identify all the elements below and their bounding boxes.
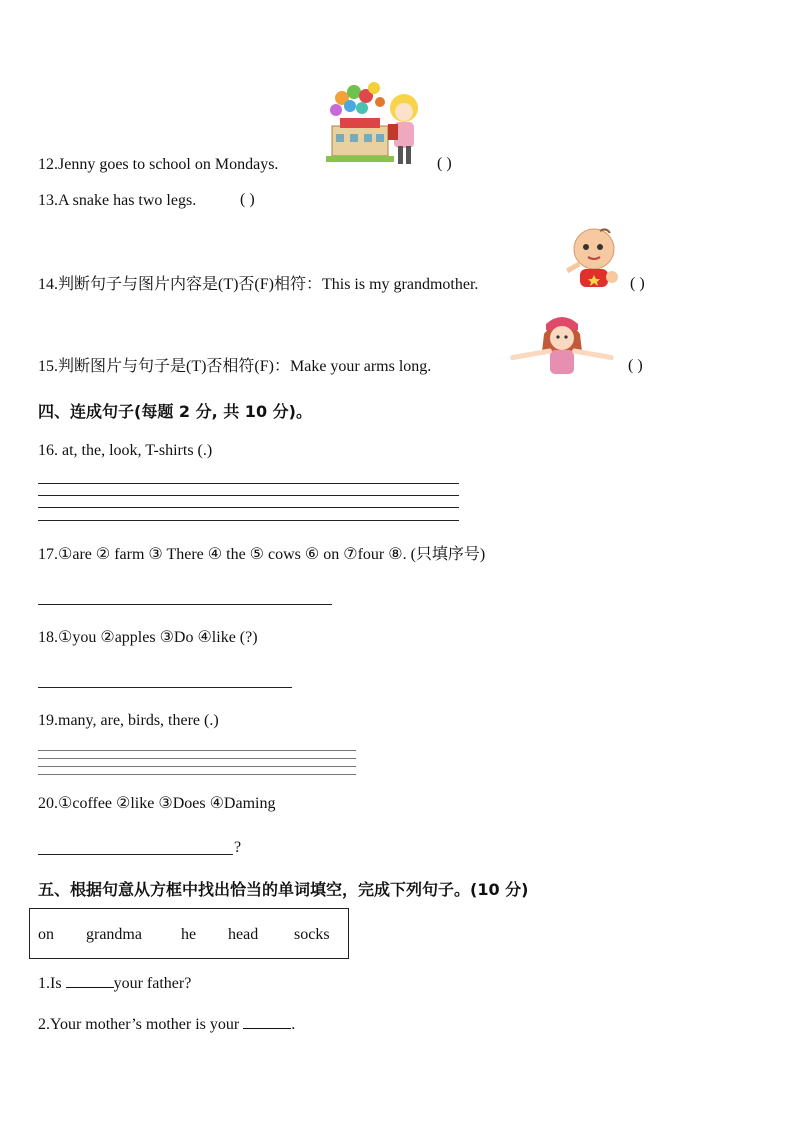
word-option: grandma [86, 926, 142, 943]
answer-line[interactable] [38, 604, 332, 605]
answer-line[interactable] [38, 507, 459, 508]
word-option: socks [294, 926, 330, 943]
answer-line[interactable] [38, 520, 459, 521]
question-number: 18. [38, 629, 58, 646]
section-5-title: 五、根据句意从方框中找出恰当的单词填空，完成下列句子。(10 分) [38, 880, 529, 899]
question-number: 15. [38, 358, 58, 375]
question-text: 判断图片与句子是(T)否相符(F)：Make your arms long. [58, 358, 432, 375]
word-option: he [181, 926, 197, 943]
answer-paren[interactable]: ( ) [437, 155, 452, 172]
question-18 [38, 628, 258, 648]
blank-input[interactable] [243, 1014, 291, 1029]
fill-question-2 [38, 1014, 295, 1035]
answer-paren[interactable]: ( ) [630, 275, 645, 292]
answer-paren[interactable]: ( ) [240, 191, 255, 208]
question-number: 13. [38, 192, 58, 209]
answer-line[interactable] [38, 687, 292, 688]
answer-line[interactable] [38, 495, 459, 496]
question-text: ①you ②apples ③Do ④like (?) [58, 629, 258, 646]
question-12 [38, 155, 278, 175]
word-option: on [38, 926, 54, 943]
question-number: 20. [38, 795, 58, 812]
answer-paren[interactable]: ( ) [628, 357, 643, 374]
question-text: Jenny goes to school on Mondays. [58, 156, 279, 173]
question-text: ①coffee ②like ③Does ④Daming [58, 795, 276, 812]
question-mark: ? [234, 839, 242, 856]
question-text: 2.Your mother’s mother is your [38, 1016, 244, 1033]
question-number: 12. [38, 156, 58, 173]
question-17 [38, 545, 485, 565]
question-text: A snake has two legs. [58, 192, 197, 209]
answer-line[interactable] [38, 750, 356, 751]
question-19 [38, 711, 219, 731]
word-box [29, 908, 349, 959]
question-text: many, are, birds, there (.) [58, 712, 219, 729]
question-text: 判断句子与图片内容是(T)否(F)相符：This is my grandmother. [58, 276, 479, 293]
answer-line[interactable] [38, 483, 459, 484]
answer-line[interactable] [38, 758, 356, 759]
blank-input[interactable] [66, 973, 114, 988]
question-text: ①are ② farm ③ There ④ the ⑤ cows ⑥ on ⑦four ⑧. (只填序号) [58, 546, 486, 563]
question-text: . [291, 1016, 296, 1033]
answer-line[interactable] [38, 854, 233, 855]
question-20 [38, 794, 275, 814]
question-13 [38, 191, 196, 211]
question-15 [38, 357, 431, 377]
question-14 [38, 275, 478, 295]
fill-question-1 [38, 973, 191, 994]
question-text: 1.Is [38, 975, 66, 992]
question-16 [38, 441, 212, 461]
cartoon-boy-illustration [560, 225, 626, 295]
question-text: at, the, look, T-shirts (.) [58, 442, 213, 459]
answer-line[interactable] [38, 766, 356, 767]
question-number: 14. [38, 276, 58, 293]
section-4-title: 四、连成句子(每题 2 分, 共 10 分)。 [38, 402, 312, 421]
question-number: 17. [38, 546, 58, 563]
word-option: head [228, 926, 259, 943]
question-text: your father? [113, 975, 192, 992]
girl-school-balloons-illustration [322, 80, 432, 172]
answer-line[interactable] [38, 774, 356, 775]
question-number: 19. [38, 712, 58, 729]
question-number: 16. [38, 442, 58, 459]
girl-arms-out-illustration [506, 312, 618, 376]
